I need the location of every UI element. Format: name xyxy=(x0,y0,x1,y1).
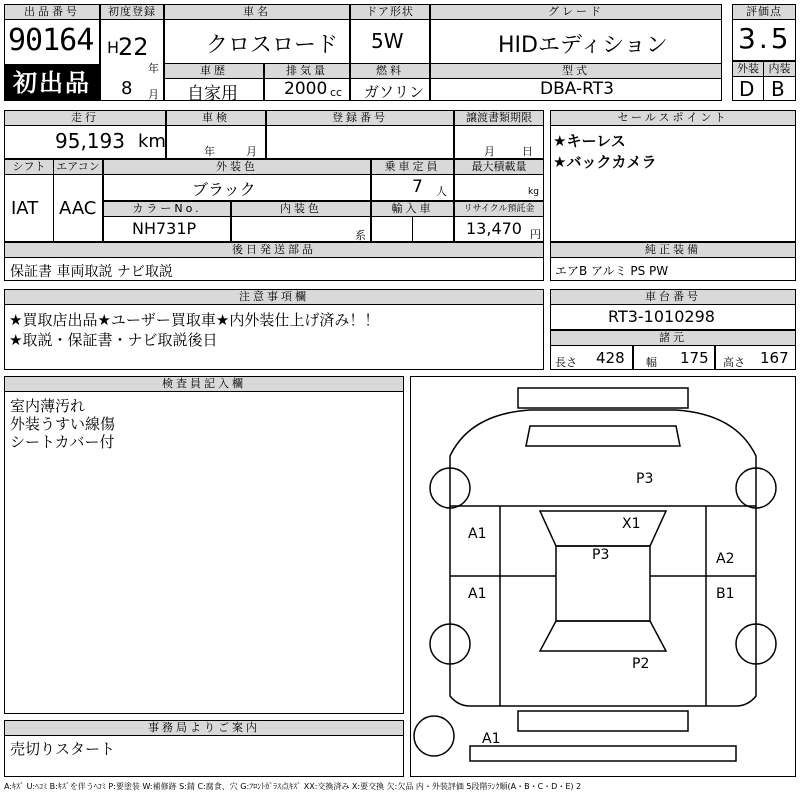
rear-shape xyxy=(470,746,736,761)
displacement: 2000 xyxy=(284,79,328,99)
color-no-header: カラーNo. xyxy=(103,201,231,217)
capacity: 7 xyxy=(412,177,423,197)
model: DBA-RT3 xyxy=(540,79,614,99)
interior-header: 内装 xyxy=(763,61,796,77)
rear-glass-shape xyxy=(540,621,666,651)
plate-header: 登録番号 xyxy=(266,110,454,126)
rear-bumper-shape xyxy=(518,711,688,731)
shift-header: シフト xyxy=(4,159,54,175)
genuine-equipment: エアB アルミ PS PW xyxy=(555,264,669,278)
reg-year-unit: 年 xyxy=(148,62,159,75)
door-type: 5W xyxy=(371,29,404,53)
damage-hood: P3 xyxy=(636,471,654,487)
transfer-header: 譲渡書類期限 xyxy=(454,110,544,126)
first-listing-badge: 初出品 xyxy=(4,65,100,101)
capacity-unit: 人 xyxy=(436,185,447,198)
load-unit: kg xyxy=(528,187,539,197)
displacement-header: 排気量 xyxy=(264,63,350,79)
lot-number: 90164 xyxy=(8,23,94,58)
length-label: 長さ xyxy=(555,356,577,369)
later-parts-header: 後日発送部品 xyxy=(4,242,544,258)
later-parts: 保証書 車両取説 ナビ取説 xyxy=(10,264,173,280)
car-diagram xyxy=(410,376,796,777)
notes-line-2: ★取説・保証書・ナビ取説後日 xyxy=(9,331,218,349)
reg-year: 22 xyxy=(118,33,149,61)
import-cell xyxy=(371,216,413,242)
width-label: 幅 xyxy=(646,356,657,369)
front-bumper-shape xyxy=(518,388,688,408)
load-header: 最大積載量 xyxy=(454,159,544,175)
notes-header: 注意事項欄 xyxy=(4,289,544,305)
displacement-unit: cc xyxy=(330,86,343,99)
transfer-month-unit: 月 xyxy=(484,145,495,158)
recycle-header: リサイクル預託金 xyxy=(454,201,544,217)
sales-point-1: ★キーレス xyxy=(553,132,626,150)
damage-right-rear-door: B1 xyxy=(716,586,735,602)
inspector-line-2: 外装うすい線傷 xyxy=(10,415,116,433)
score-header: 評価点 xyxy=(732,4,796,20)
inspector-line-3: シートカバー付 xyxy=(10,433,115,451)
mileage-header: 走行 xyxy=(4,110,166,126)
first-reg-header: 初度登録 xyxy=(100,4,164,20)
damage-rear-bumper: A1 xyxy=(482,731,501,747)
genuine-equipment-header: 純正装備 xyxy=(550,242,796,258)
damage-right-front-door: A2 xyxy=(716,551,735,567)
transfer-day-unit: 日 xyxy=(522,145,533,158)
reg-month-unit: 月 xyxy=(148,88,159,101)
office-text: 売切りスタート xyxy=(10,740,116,758)
color-no: NH731P xyxy=(132,219,197,238)
capacity-header: 乗車定員 xyxy=(371,159,454,175)
shift: IAT xyxy=(11,198,39,219)
office-header: 事務局よりご案内 xyxy=(4,720,404,736)
import-header: 輸入車 xyxy=(371,201,454,217)
import-cell-2 xyxy=(412,216,454,242)
mileage-unit: km xyxy=(138,131,166,152)
door-header: ドア形状 xyxy=(350,4,430,20)
inspector-header: 検査員記入欄 xyxy=(4,376,404,392)
exterior-header: 外装 xyxy=(732,61,764,77)
ac-header: エアコン xyxy=(53,159,103,175)
fuel: ガソリン xyxy=(364,83,425,101)
ac: AAC xyxy=(59,198,97,219)
dims-header: 諸元 xyxy=(550,330,796,346)
notes-line-1: ★買取店出品★ユーザー買取車★内外装仕上げ済み！！ xyxy=(9,311,380,329)
fuel-header: 燃料 xyxy=(350,63,430,79)
damage-roof-top: X1 xyxy=(622,516,641,532)
dims-sep-1 xyxy=(632,345,634,370)
history: 自家用 xyxy=(187,84,238,104)
interior-color-unit: 系 xyxy=(355,229,366,242)
sales-point-2: ★バックカメラ xyxy=(553,153,657,171)
damage-roof: P3 xyxy=(592,547,610,563)
legend: A:ｷｽﾞ U:ﾍｺﾐ B:ｷｽﾞを伴うﾍｺﾐ P:要塗装 W:補修跡 S:錆 C:腐食、穴 G:ﾌﾛﾝﾄｶﾞﾗｽ点ｷｽﾞ XX:交換済み X:要交換 欠:欠品 内・外装評価 5段階ﾗﾝｸ順(A・B・C・D・E) 2 xyxy=(4,782,582,791)
grade: HIDエディション xyxy=(498,33,668,58)
front-grille xyxy=(526,426,680,446)
grade-header: グレード xyxy=(430,4,722,20)
color-header: 外装色 xyxy=(103,159,371,175)
width: 175 xyxy=(680,349,709,367)
length: 428 xyxy=(596,349,625,367)
damage-left-front-door: A1 xyxy=(468,526,487,542)
inspection-year-unit: 年 xyxy=(204,145,215,158)
era: H xyxy=(107,38,120,57)
score: 3.5 xyxy=(738,22,792,55)
history-header: 車歴 xyxy=(164,63,264,79)
mileage: 95,193 xyxy=(55,129,125,153)
interior-grade: B xyxy=(771,77,785,101)
inspector-line-1: 室内薄汚れ xyxy=(10,397,86,415)
inspection-month-unit: 月 xyxy=(246,145,257,158)
model-header: 型式 xyxy=(430,63,722,79)
height: 167 xyxy=(760,349,789,367)
inspection-header: 車検 xyxy=(166,110,266,126)
sales-points-header: セールスポイント xyxy=(550,110,796,126)
hood-shape xyxy=(450,410,756,506)
lot-number-header: 出品番号 xyxy=(4,4,100,20)
recycle-unit: 円 xyxy=(530,228,541,241)
height-label: 高さ xyxy=(723,356,745,369)
damage-rear: P2 xyxy=(632,656,650,672)
car-name-header: 車名 xyxy=(164,4,350,20)
car-name: クロスロード xyxy=(206,33,339,58)
damage-left-rear-door: A1 xyxy=(468,586,487,602)
chassis-header: 車台番号 xyxy=(550,289,796,305)
exterior-grade: D xyxy=(739,77,755,101)
spare-wheel xyxy=(414,716,454,756)
windshield-shape xyxy=(540,511,666,546)
plate-cell xyxy=(266,125,454,159)
reg-month: 8 xyxy=(121,78,133,99)
chassis-number: RT3-1010298 xyxy=(608,307,715,326)
dims-sep-2 xyxy=(714,345,716,370)
interior-color-header: 内装色 xyxy=(231,201,371,217)
recycle: 13,470 xyxy=(466,219,522,238)
interior-color-cell xyxy=(231,216,371,242)
color: ブラック xyxy=(192,180,256,199)
body-outline xyxy=(450,506,756,706)
